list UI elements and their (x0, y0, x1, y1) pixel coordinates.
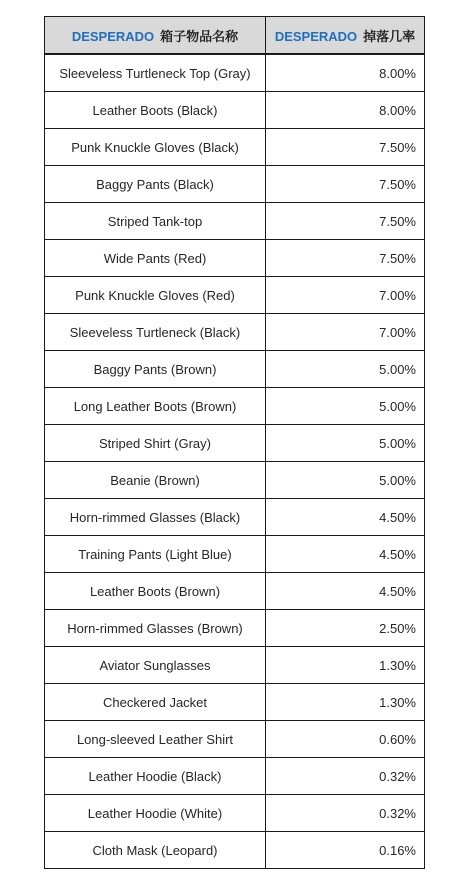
table-row (45, 795, 425, 832)
drop-rate-table (44, 16, 425, 869)
drop-rate-cell: 7.50% (266, 240, 425, 277)
drop-rate-cell: 0.16% (266, 832, 425, 869)
table-row (45, 54, 425, 92)
item-name-cell: Leather Hoodie (White) (45, 795, 266, 832)
drop-rate-cell: 7.50% (266, 203, 425, 240)
item-name-column-header (45, 17, 266, 55)
drop-rate-cell: 5.00% (266, 351, 425, 388)
table-row (45, 351, 425, 388)
drop-rate-cell: 7.50% (266, 166, 425, 203)
drop-rate-cell: 0.32% (266, 795, 425, 832)
table-header-row (45, 17, 425, 55)
item-name-cell: Long Leather Boots (Brown) (45, 388, 266, 425)
table-row (45, 203, 425, 240)
drop-rate-cell: 4.50% (266, 499, 425, 536)
table-row (45, 499, 425, 536)
table-row (45, 314, 425, 351)
drop-rate-cell: 5.00% (266, 425, 425, 462)
item-name-cell: Punk Knuckle Gloves (Red) (45, 277, 266, 314)
drop-rate-cell: 8.00% (266, 54, 425, 92)
drop-rate-cell: 8.00% (266, 92, 425, 129)
drop-rate-cell: 7.00% (266, 277, 425, 314)
table-row (45, 684, 425, 721)
item-name-cell: Aviator Sunglasses (45, 647, 266, 684)
table-row (45, 240, 425, 277)
drop-rate-cell: 5.00% (266, 388, 425, 425)
item-name-cell: Long-sleeved Leather Shirt (45, 721, 266, 758)
item-name-cell: Baggy Pants (Brown) (45, 351, 266, 388)
drop-rate-cell: 4.50% (266, 536, 425, 573)
item-name-cell: Horn-rimmed Glasses (Brown) (45, 610, 266, 647)
item-name-header-label: 箱子物品名称 (160, 28, 239, 44)
item-name-cell: Leather Boots (Black) (45, 92, 266, 129)
table-row (45, 92, 425, 129)
item-name-cell: Wide Pants (Red) (45, 240, 266, 277)
item-name-cell: Striped Shirt (Gray) (45, 425, 266, 462)
item-name-cell: Punk Knuckle Gloves (Black) (45, 129, 266, 166)
drop-rate-header-label: 掉落几率 (363, 28, 416, 44)
drop-rate-cell: 0.32% (266, 758, 425, 795)
item-name-cell: Training Pants (Light Blue) (45, 536, 266, 573)
table-row (45, 573, 425, 610)
drop-rate-header-brand: DESPERADO (274, 28, 358, 44)
drop-rate-cell: 4.50% (266, 573, 425, 610)
drop-rate-cell: 0.60% (266, 721, 425, 758)
table-row (45, 129, 425, 166)
item-name-cell: Horn-rimmed Glasses (Black) (45, 499, 266, 536)
drop-rate-column-header (266, 17, 425, 55)
table-row (45, 462, 425, 499)
table-row (45, 721, 425, 758)
item-name-cell: Baggy Pants (Black) (45, 166, 266, 203)
table-row (45, 610, 425, 647)
table-row (45, 536, 425, 573)
table-row (45, 425, 425, 462)
item-name-cell: Leather Boots (Brown) (45, 573, 266, 610)
table-row (45, 832, 425, 869)
table-row (45, 647, 425, 684)
item-name-cell: Cloth Mask (Leopard) (45, 832, 266, 869)
item-name-cell: Sleeveless Turtleneck (Black) (45, 314, 266, 351)
table-row (45, 758, 425, 795)
item-name-cell: Leather Hoodie (Black) (45, 758, 266, 795)
item-name-cell: Striped Tank-top (45, 203, 266, 240)
item-name-header-brand: DESPERADO (71, 28, 155, 44)
drop-rate-cell: 2.50% (266, 610, 425, 647)
table-row (45, 277, 425, 314)
drop-rate-cell: 7.00% (266, 314, 425, 351)
item-name-cell: Beanie (Brown) (45, 462, 266, 499)
item-name-cell: Sleeveless Turtleneck Top (Gray) (45, 54, 266, 92)
drop-rate-cell: 1.30% (266, 647, 425, 684)
item-name-cell: Checkered Jacket (45, 684, 266, 721)
drop-rate-cell: 5.00% (266, 462, 425, 499)
table-row (45, 166, 425, 203)
drop-rate-cell: 1.30% (266, 684, 425, 721)
table-row (45, 388, 425, 425)
drop-rate-cell: 7.50% (266, 129, 425, 166)
